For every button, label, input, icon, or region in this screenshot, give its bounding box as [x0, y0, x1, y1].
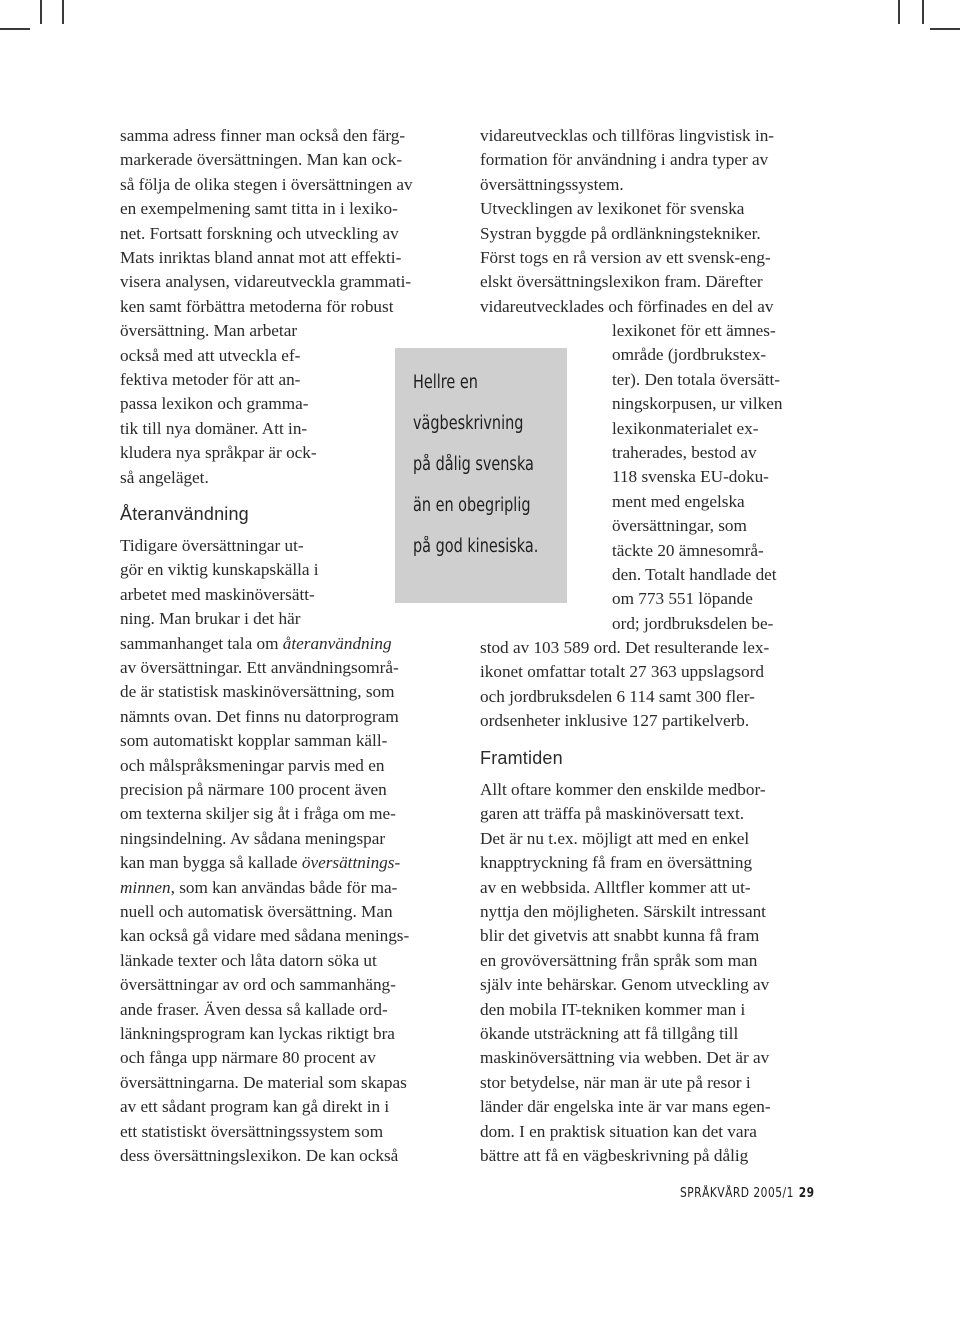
text-line: dom. I en praktisk situation kan det vara	[480, 1121, 757, 1141]
text-line: nyttja den möjligheten. Särskilt intressant	[480, 902, 766, 921]
text-line: den. Totalt handlade det	[612, 565, 777, 584]
text-span: sammanhanget tala om	[120, 633, 283, 653]
text-line: traherades, bestod av	[612, 443, 757, 462]
text-line: översättningarna. De material som skapas	[120, 1072, 407, 1092]
text-line: själv inte behärskar. Genom utveckling av	[480, 975, 770, 995]
journal-name: SPRÅKVÅRD 2005/1	[680, 1186, 794, 1201]
text-line: ande fraser. Även dessa så kallade ord-	[120, 999, 388, 1019]
text-line: fektiva metoder för att an-	[120, 370, 301, 389]
text-line: samma adress finner man också den färg-	[120, 126, 406, 145]
text-line: maskinöversättning via webben. Det är av	[480, 1048, 770, 1068]
text-line: område (jordbrukstex-	[612, 345, 767, 365]
text-line: länkade texter och låta datorn söka ut	[120, 950, 377, 970]
pull-quote-line: på god kinesiska.	[413, 536, 539, 557]
text-line: visera analysen, vidareutveckla grammati-	[120, 272, 412, 292]
text-line: passa lexikon och gramma-	[120, 394, 309, 414]
text-line: garen att träffa på maskinöversatt text.	[480, 804, 745, 824]
crop-mark	[898, 0, 900, 24]
pull-quote-line: vägbeskrivning	[413, 413, 524, 434]
page-footer	[680, 1186, 815, 1201]
text-line: så angeläget.	[120, 467, 209, 487]
text-line: om texterna skiljer sig åt i fråga om me-	[120, 804, 396, 824]
text-line: ken samt förbättra metoderna för robust	[120, 296, 394, 316]
text-line: ett statistiskt översättningssystem som	[120, 1121, 384, 1141]
crop-mark	[0, 28, 30, 30]
text-line: kludera nya språkpar är ock-	[120, 443, 317, 463]
text-line: Först togs en rå version av ett svensk-eng-	[480, 248, 771, 267]
text-line: precision på närmare 100 procent även	[120, 780, 387, 799]
text-line: länkningsprogram kan lyckas riktigt bra	[120, 1024, 395, 1043]
text-line: ikonet omfattar totalt 27 363 uppslagsord	[480, 662, 765, 682]
section-heading-framtiden: Framtiden	[480, 748, 563, 768]
text-span: , som kan användas både för ma-	[170, 877, 398, 897]
text-line: knapptryckning få fram en översättning	[480, 853, 753, 873]
text-line: nämnts ovan. Det finns nu datorprogram	[120, 706, 399, 726]
text-line: Tidigare översättningar ut-	[120, 536, 304, 555]
text-line: översättningar, som	[612, 516, 747, 536]
text-line: dess översättningslexikon. De kan också	[120, 1146, 399, 1165]
text-span: kan man bygga så kallade	[120, 853, 302, 873]
text-line: ningsindelning. Av sådana meningspar	[120, 828, 386, 848]
text-line: vidareutvecklades och förfinades en del av	[480, 296, 774, 316]
emphasized-term: återanvändning	[282, 633, 392, 653]
text-line	[120, 876, 397, 900]
text-line: av översättningar. Ett användningsområ-	[120, 658, 399, 677]
text-line: så följa de olika stegen i översättningen av	[120, 174, 413, 194]
text-line: och jordbruksdelen 6 114 samt 300 fler-	[480, 686, 755, 706]
text-line: översättningssystem.	[480, 174, 624, 194]
text-line: gör en viktig kunskapskälla i	[120, 560, 319, 580]
text-line: ord; jordbruksdelen be-	[612, 613, 774, 633]
text-line: stor betydelse, när man är ute på resor i	[480, 1072, 751, 1092]
text-line: stod av 103 589 ord. Det resulterande lex-	[480, 638, 770, 657]
text-line: översättning. Man arbetar	[120, 321, 298, 341]
text-line: arbetet med maskinöversätt-	[120, 584, 315, 604]
text-line: bättre att få en vägbeskrivning på dålig	[480, 1146, 749, 1165]
text-line: ning. Man brukar i det här	[120, 609, 301, 629]
text-line: net. Fortsatt forskning och utveckling av	[120, 223, 399, 243]
text-line: formation för användning i andra typer av	[480, 150, 769, 170]
text-line: ordsenheter inklusive 127 partikelverb.	[480, 711, 750, 731]
text-line: den mobila IT-tekniken kommer man i	[480, 999, 746, 1019]
text-line: 118 svenska EU-doku-	[612, 467, 769, 487]
text-line: täckte 20 ämnesområ-	[612, 540, 764, 560]
pull-quote-box	[395, 348, 567, 603]
text-line: tik till nya domäner. Att in-	[120, 418, 308, 438]
section-heading-ateranvandning: Återanvändning	[120, 504, 249, 524]
text-line: elskt översättningslexikon fram. Därefter	[480, 272, 763, 292]
text-line: Mats inriktas bland annat mot att effekti-	[120, 248, 402, 267]
crop-mark	[62, 0, 64, 24]
text-line: Utvecklingen av lexikonet för svenska	[480, 199, 745, 219]
emphasized-term: minnen	[120, 877, 171, 897]
text-line	[120, 851, 400, 875]
page-number: 29	[798, 1186, 815, 1201]
crop-mark	[40, 0, 42, 24]
text-line: länder där engelska inte är var mans egen-	[480, 1097, 771, 1117]
text-line: nuell och automatisk översättning. Man	[120, 902, 393, 921]
text-line: en exempelmening samt titta in i lexiko-	[120, 199, 398, 219]
text-line: vidareutvecklas och tillföras lingvistisk in-	[480, 126, 775, 145]
text-line: ment med engelska	[612, 491, 745, 511]
text-line: Allt oftare kommer den enskilde medbor-	[480, 780, 766, 799]
text-line: ter). Den totala översätt-	[612, 369, 780, 389]
text-line	[120, 632, 392, 656]
text-line: Systran byggde på ordlänkningstekniker.	[480, 223, 761, 243]
pull-quote-line: än en obegriplig	[413, 495, 531, 516]
text-line: om 773 551 löpande	[612, 589, 753, 609]
text-line: kan också gå vidare med sådana menings-	[120, 926, 410, 946]
text-line: av en webbsida. Alltfler kommer att ut-	[480, 877, 751, 897]
text-line: en grovöversättning från språk som man	[480, 950, 758, 970]
text-line: ökande utsträckning att få tillgång till	[480, 1024, 739, 1043]
text-line: också med att utveckla ef-	[120, 345, 301, 365]
text-line: översättningar av ord och sammanhäng-	[120, 975, 396, 995]
text-line: av ett sådant program kan gå direkt in i	[120, 1097, 390, 1117]
text-line: Det är nu t.ex. möjligt att med en enkel	[480, 828, 750, 848]
text-line: de är statistisk maskinöversättning, som	[120, 682, 395, 702]
crop-mark	[922, 0, 924, 24]
pull-quote-line: Hellre en	[413, 372, 478, 393]
text-line: blir det givetvis att snabbt kunna få fram	[480, 926, 760, 946]
text-line: lexikonet för ett ämnes-	[612, 321, 776, 340]
pull-quote-line: på dålig svenska	[413, 454, 534, 475]
text-line: ningskorpusen, ur vilken	[612, 394, 783, 414]
emphasized-term: översättnings-	[301, 853, 401, 873]
text-line: som automatiskt kopplar samman käll-	[120, 731, 388, 751]
text-line: lexikonmaterialet ex-	[612, 418, 759, 438]
crop-mark	[930, 28, 960, 30]
text-line: markerade översättningen. Man kan ock-	[120, 150, 403, 170]
text-line: och fånga upp närmare 80 procent av	[120, 1048, 376, 1068]
text-line: och målspråksmeningar parvis med en	[120, 755, 385, 775]
